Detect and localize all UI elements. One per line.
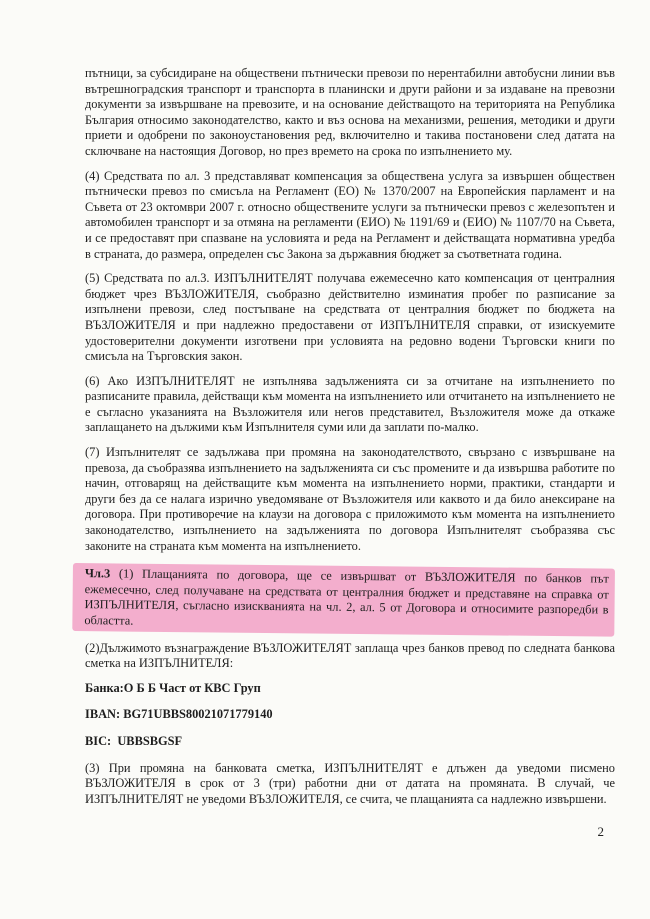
article-3-text: (1) Плащанията по договора, ще се извършват от ВЪЗЛОЖИТЕЛЯ по банков път ежемесечно, след получаване на средствата от централния бюджет и представяне на справка от ИЗПЪЛНИТЕЛЯ, съгласно изискванията на чл. 2, ал. 5 от Договора и относимите разпоредби в областта. (84, 566, 609, 628)
article-3-lead: Чл.3 (84, 566, 111, 581)
paragraph-5: (5) Средствата по ал.3. ИЗПЪЛНИТЕЛЯТ получава ежемесечно като компенсация от централния бюджет чрез ВЪЗЛОЖИТЕЛЯ, съобразно действително изминатия пробег по разписание за изпълнени превози, след постъпване на средствата от централния бюджет по бюджета на ВЪЗЛОЖИТЕЛЯ и при надлежно предоставени от ИЗПЪЛНИТЕЛЯ справки, от изискуемите удостоверителни документи изготвени при условията на редовно водени Търговски книги по смисъла на Търговския закон. (85, 271, 615, 364)
highlighted-article-3 (72, 563, 615, 637)
page-number: 2 (597, 824, 604, 839)
payment-paragraph: (2)Дължимото възнаграждение ВЪЗЛОЖИТЕЛЯТ заплаща чрез банков превод по следната банкова сметка на ИЗПЪЛНИТЕЛЯ: (85, 640, 615, 671)
final-paragraph: (3) При промяна на банковата сметка, ИЗПЪЛНИТЕЛЯТ е длъжен да уведоми писмено ВЪЗЛОЖИТЕЛЯ в срок от 3 (три) работни дни от датата на промяната. В случай, че ИЗПЪЛНИТЕЛЯТ не уведоми ВЪЗЛОЖИТЕЛЯ, се счита, че плащанията са надлежно извършени. (85, 760, 615, 806)
paragraph-6: (6) Ако ИЗПЪЛНИТЕЛЯТ не изпълнява задълженията си за отчитане на изпълнението по разписаните правила, действащи към момента на изпълнението или отчитането на изпълнението не е съгласно указанията на Възложителя или негов представител, Възложителя може да откаже заплащането на дължими към Изпълнителя суми или да заплати по-малко. (85, 373, 615, 435)
page-content (85, 66, 615, 816)
paragraph-7: (7) Изпълнителят се задължава при промяна на законодателството, свързано с извършване на превоза, да съобразява изпълнението на задълженията си със промените и да извършва работите по начин, отговарящ на действащите към момента на изпълнението норми, практики, стандарти и други без да се налага изрично уведомяване от Възложителя или каквото и да било анексиране на договора. При противоречие на клаузи на договора с приложимото към момента на изпълнението законодателство, изпълнението на задълженията по договора Изпълнителят съобразява със законите на страната към момента на изпълнението. (85, 445, 615, 553)
paragraph-continuation: пътници, за субсидиране на обществени пътнически превози по нерентабилни автобусни линии във вътрешноградския транспорт и транспорта в планински и други райони и за издаване на превозни документи за извършване на превозите, и на основание действащото на територията на Република България относимо законодателство, както и въз основа на механизми, решения, методики и други приети и одобрени по законоустановения ред, включително и такива постановени след датата на сключване на настоящия Договор, но през времето на срока по изпълнението му. (85, 66, 615, 158)
iban-line: IBAN: BG71UBBS80021071779140 (85, 707, 273, 722)
bic-line: BIC: UBBSBGSF (85, 733, 183, 748)
paragraph-4: (4) Средствата по ал. 3 представляват компенсация за обществена услуга за извършен обществен пътнически превоз по смисъла на Регламент (ЕО) № 1370/2007 на Европейския парламент и на Съвета от 23 октомври 2007 г. относно обществените услуги за пътнически превоз с железопътен и автомобилен транспорт и за отмяна на регламенти (ЕИО) № 1191/69 и (ЕИО) № 1107/70 на Съвета, и се предоставят при спазване на условията и реда на Регламент и действащата нормативна уредба в страната, до размера, определен със Закона за държавния бюджет за съответната година. (85, 168, 615, 261)
bank-name-line: Банка:О Б Б Част от КВС Груп (85, 680, 261, 695)
